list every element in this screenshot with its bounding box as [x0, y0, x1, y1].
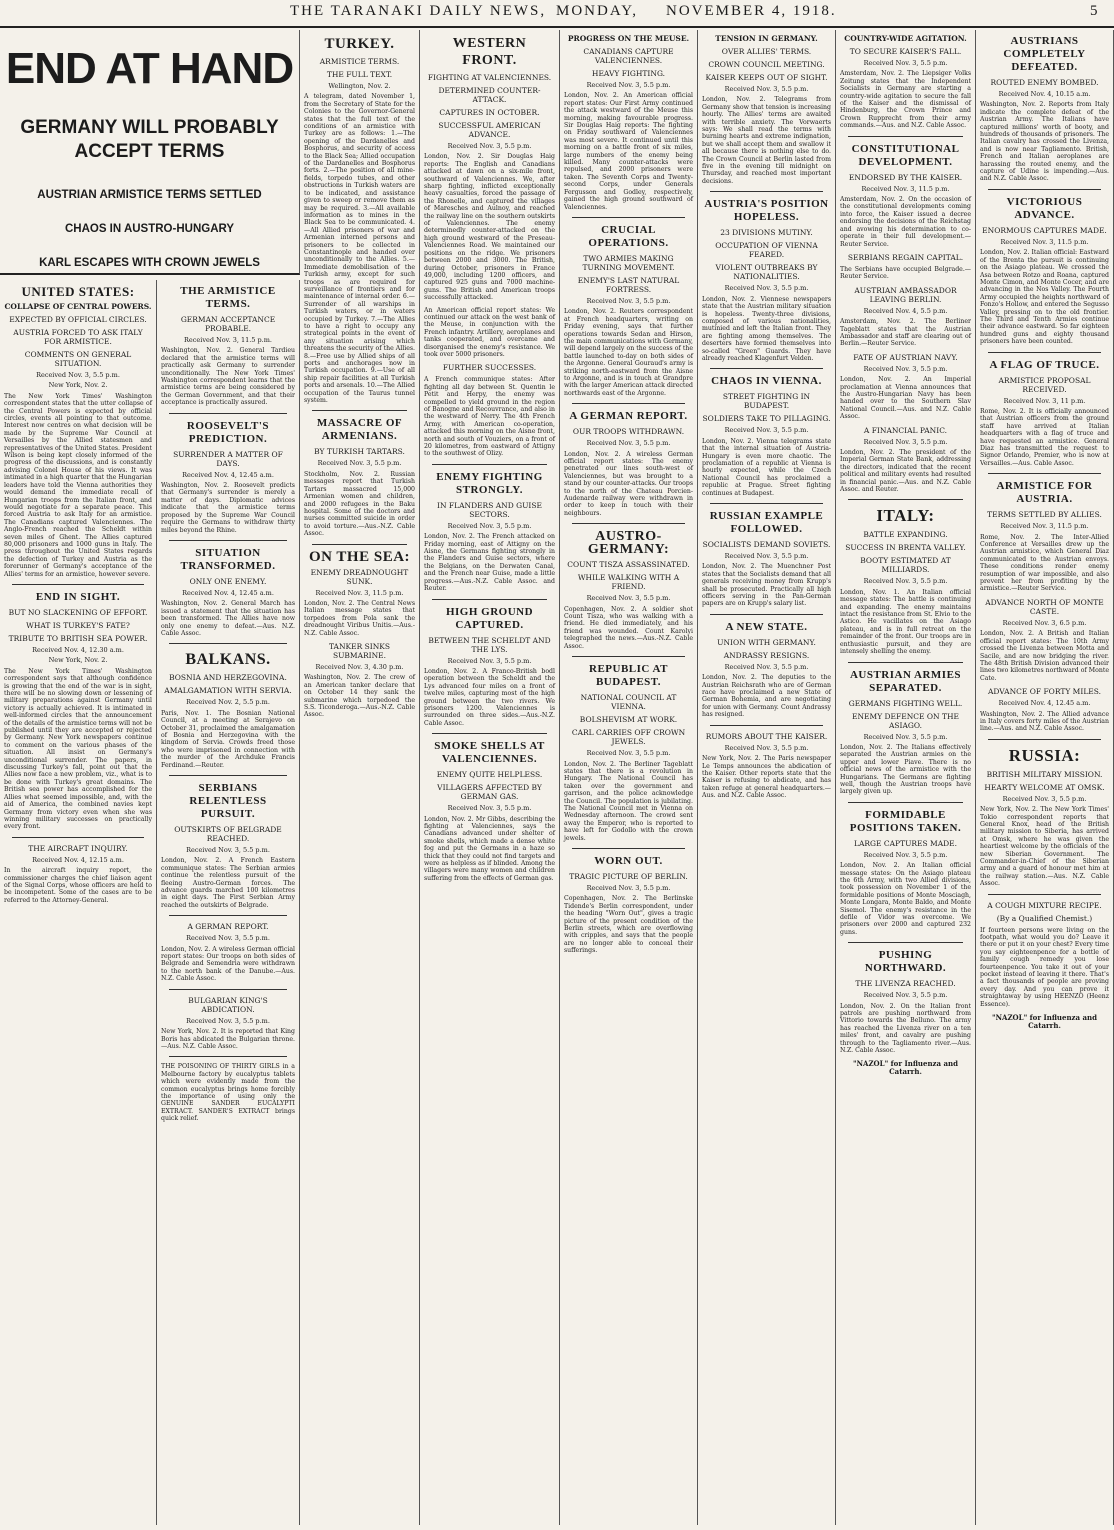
- dateline: Received Nov. 3, 5.5 p.m.: [586, 81, 671, 89]
- dateline: Received Nov. 3, 11 p.m.: [1003, 396, 1086, 405]
- subheading: OCCUPATION OF VIENNA FEARED.: [715, 241, 818, 260]
- section-heading: END IN SIGHT.: [35, 590, 121, 603]
- article-body: London, Nov. 1. An Italian official message states: The battle is continuing and expanding. The enemy maintains intact the resistance from St. Elvio to the Astico. He vacillates on the Asiago plateau, and is in full retreat on the remainder of the front. Our troops are in enthusiastic pursuit, and they are intensely shelling the enemy.: [840, 588, 971, 656]
- subheading: TANKER SINKS SUBMARINE.: [328, 641, 391, 660]
- subheading: IN FLANDERS AND GUISE SECTORS.: [437, 500, 542, 519]
- subheading: FATE OF AUSTRIAN NAVY.: [853, 352, 958, 362]
- section-heading: TENSION IN GERMANY.: [715, 34, 818, 43]
- article-body: London, Nov. 2. The Italians effectively separated the Austrian armies on the upper and lower Piave. There is no official news of the armistice with the Hungarians. The Germans are fighting well, though the Austrian troops have largely given up.: [840, 743, 971, 796]
- section-heading: VICTORIOUS ADVANCE.: [1006, 195, 1083, 221]
- dateline: Received Nov. 3, 5.5 p.m.: [586, 296, 671, 305]
- section-heading: SERBIANS RELENTLESS PURSUIT.: [189, 782, 267, 820]
- section-heading: ENEMY FIGHTING STRONGLY.: [436, 470, 543, 496]
- subheading: WHAT IS TURKEY'S FATE?: [26, 620, 130, 630]
- subheading: FIGHTING AT VALENCIENNES.: [427, 73, 552, 82]
- dateline: Received Nov. 3, 5.5 p.m.: [586, 439, 671, 448]
- subheading: THE AIRCRAFT INQUIRY.: [28, 843, 128, 853]
- section-heading: A FLAG OF TRUCE.: [989, 358, 1100, 371]
- subheading: 23 DIVISIONS MUTINY.: [720, 228, 813, 238]
- section-heading: RUSSIA:: [1008, 745, 1081, 765]
- byline: (By a Qualified Chemist.): [996, 913, 1093, 923]
- dateline: Received Nov. 3, 5.5 p.m.: [863, 437, 948, 446]
- section-heading: A GERMAN REPORT.: [569, 410, 688, 423]
- dateline: Received Nov. 3, 5.5 p.m.: [317, 459, 402, 468]
- article-body: London, Nov. 2. An Imperial proclamation at Vienna announces that the Austro-Hungarian Navy has been handed over to the Southern Slav National Council.—Aus. and N.Z. Cable Assoc.: [840, 376, 971, 421]
- article-body: New York, Nov. 2. The Paris newspaper Le Temps announces the abdication of the Kaiser. Other reports state that the Kaiser is refusing to abdicate, and has taken refuge at general headquarters.—Aus. and N.Z. Cable Assoc.: [702, 755, 831, 800]
- subheading: ENEMY QUITE HELPLESS.: [436, 770, 543, 780]
- subheading: GERMANS FIGHTING WELL.: [848, 698, 963, 708]
- dateline: Received Nov. 3, 5.5 p.m.: [586, 749, 671, 758]
- subheading: VIOLENT OUTBREAKS BY NATIONALITIES.: [715, 263, 818, 282]
- subheading: ADVANCE OF FORTY MILES.: [987, 687, 1102, 697]
- section-heading: RUSSIAN EXAMPLE FOLLOWED.: [709, 510, 824, 535]
- subheading: OVER ALLIES' TERMS.: [721, 47, 812, 56]
- subheading: ENDORSED BY THE KAISER.: [848, 172, 963, 182]
- section-heading: ARMISTICE FOR AUSTRIA.: [996, 480, 1093, 506]
- subheading: TRIBUTE TO BRITISH SEA POWER.: [8, 633, 148, 643]
- subheading: CARL CARRIES OFF CROWN JEWELS.: [571, 728, 686, 747]
- subheading: LARGE CAPTURES MADE.: [853, 838, 958, 848]
- dateline: Received Nov. 3, 5.5 p.m.: [586, 594, 671, 603]
- article-body: Washington, Nov. 2. Roosevelt predicts that Germany's surrender is merely a matter of days. Diplomatic advices indicate that the armistice terms proposed by the Supreme War Council require the Germans to withdraw thirty miles beyond the Rhine.: [161, 482, 295, 534]
- subheading: BOLSHEVISM AT WORK.: [579, 715, 678, 725]
- subheading: ENORMOUS CAPTURES MADE.: [982, 225, 1107, 235]
- subheading: HEAVY FIGHTING.: [591, 69, 666, 78]
- dateline: Received Nov. 3, 5.5 p.m.: [724, 284, 809, 293]
- subheading: NATIONAL COUNCIL AT VIENNA.: [580, 693, 677, 712]
- article-body: Amsterdam, Nov. 2. The Berliner Tageblatt states that the Austrian Ambassador and staff are clearing out of Berlin.—Reuter Service.: [840, 318, 971, 348]
- subheading: FURTHER SUCCESSES.: [442, 363, 537, 373]
- subheading: KAISER KEEPS OUT OF SIGHT.: [705, 73, 828, 82]
- subheading: AUSTRIA FORCED TO ASK ITALY FOR ARMISTICE.: [13, 328, 143, 346]
- subheading: BUT NO SLACKENING OF EFFORT.: [8, 607, 148, 617]
- dateline: New York, Nov. 2.: [48, 381, 108, 390]
- article-body: London, Nov. 2. A wireless German official report states: The enemy penetrated our lines south-west of Valenciennes, but was brought to a stand by our counter-attacks. Our troops to the north of the Chateau Porcien-Audenarde railway were withdrawn in order to keep in touch with their neighbours.: [564, 450, 693, 517]
- article-body: A French communique states: After fighting all day between St. Quentin le Petit and Herpy, the enemy was compelled to yield ground in the region of Banogne and Recouvrance, and also in the westward of Nerry. The 4th French Army, with American co-operation, attacked this morning on the Aisne front, north and south of Vouziers, on a front of 20 kilometres, from eastward of Attigny to the southwest of Olizy.: [424, 376, 555, 458]
- column-austria-russia: [976, 30, 1114, 1525]
- subheading: EXPECTED BY OFFICIAL CIRCLES.: [9, 315, 147, 324]
- article-body: New York, Nov. 2. The New York Times' Tokio correspondent reports that General Knox, head of the British military mission to Siberia, has arrived at Omsk, where he was given the heartiest welcome by the officials of the new Siberian Government. The Commander-in-Chief of the Siberian army and a guard of honour met him at the railway station.—Aus. N.Z. Cable Assoc.: [980, 806, 1109, 888]
- subheading: AUSTRIAN AMBASSADOR LEAVING BERLIN.: [854, 285, 957, 304]
- article-body: London, Nov. 2. Vienna telegrams state that the internal situation of Austria-Hungary is even more chaotic. The proclamation of a republic at Vienna is hourly expected, while the Czech National Council has proclaimed a republic at Prague. Street fighting continues at Budapest.: [702, 437, 831, 497]
- dateline: Received Nov. 3, 6.5 p.m.: [1002, 618, 1087, 627]
- subheading: STREET FIGHTING IN BUDAPEST.: [722, 392, 811, 411]
- subheading: A FINANCIAL PANIC.: [863, 425, 948, 435]
- section-heading: BALKANS.: [185, 651, 271, 669]
- article-body: London, Nov. 2. An Italian official message states: On the Asiago plateau the 6th Army, with two Allied divisions, took possession on November 1 of the formidable positions of Monte Mosciagh, Monte Longara, Monte Baldo, and Monte Sisemol. The enemy's resistance in the defile of Vidor was overcome. We prisoners over 2000 and captured 232 guns.: [840, 862, 971, 936]
- article-body: Amsterdam, Nov. 2. The Liepsiger Volks Zeitung states that the Independent Socialists in Germany are starting a country-wide agitation to secure the fall of the Kaiser and the dismissal of Hindenburg, the Crown Prince and Crown Rupprecht from their army commands.—Aus. and N.Z. Cable Assoc.: [840, 70, 971, 130]
- dateline: Received Nov. 3, 5.5 p.m.: [1002, 794, 1087, 803]
- subheading: HEARTY WELCOME AT OMSK.: [984, 782, 1105, 792]
- section-heading: A NEW STATE.: [725, 620, 808, 633]
- section-heading: AUSTRIAN ARMIES SEPARATED.: [849, 668, 962, 694]
- dateline: Received Nov. 3, 5.5 p.m.: [447, 656, 532, 665]
- article-body: The Serbians have occupied Belgrade.—Reuter Service.: [840, 265, 971, 281]
- article-body: London, Nov. 2. The deputies to the Austrian Reichsrath who are of German race have proclaimed a new State of German Bohemia, and are negotiating for union with Germany. Count Andrassy has resigned.: [702, 674, 831, 719]
- section-heading: HIGH GROUND CAPTURED.: [445, 605, 534, 631]
- article-body: Rome, Nov. 2. The Inter-Allied Conference at Versailles drew up the Austrian armistice, which General Diaz communicated to the Austrian envoys. These conditions render enemy resumption of war impossible, and also prevent her from profiting by the armistice.—Reuter Service.: [980, 533, 1109, 593]
- subheading: BOOTY ESTIMATED AT MILLIARDS.: [860, 556, 951, 575]
- subheading: SOCIALISTS DEMAND SOVIETS.: [702, 540, 831, 549]
- section-heading: UNITED STATES:: [21, 284, 135, 299]
- article-body: Washington, Nov. 2. The crew of an American tanker declare that on October 14 they sank the submarine which torpedoed the S.S. Ticonderoga.—Aus.-N.Z. Cable Assoc.: [304, 674, 415, 719]
- advertisement: "NAZOL" for Influenza and Catarrh.: [852, 1059, 959, 1076]
- subheading: OUR TROOPS WITHDRAWN.: [572, 427, 685, 437]
- section-heading: ITALY:: [876, 506, 935, 526]
- headline-deck-4: KARL ESCAPES WITH CROWN JEWELS: [39, 257, 260, 269]
- article-body: Rome, Nov. 2. It is officially announced that Austrian officers from the ground staff have arrived at Italian headquarters with a flag of truce and have requested an armistice. General Diaz has transmitted the request to Signor Orlando, Premier, who is now at Versailles.—Aus. Cable Assoc.: [980, 407, 1109, 467]
- headline-deck-3: CHAOS IN AUSTRO-HUNGARY: [64, 223, 235, 235]
- lead-story-headlines: [0, 30, 300, 275]
- dateline: Received Nov. 4, 5.5 p.m.: [863, 306, 948, 315]
- subheading: BULGARIAN KING'S ABDICATION.: [188, 995, 268, 1014]
- dateline: Received Nov. 3, 4.30 p.m.: [315, 662, 404, 671]
- section-heading: MASSACRE OF ARMENIANS.: [316, 417, 403, 443]
- dateline: Received Nov. 3, 5.5 p.m.: [863, 59, 948, 67]
- section-heading: SMOKE SHELLS AT VALENCIENNES.: [434, 740, 545, 766]
- dateline: Received Nov. 3, 11.5 p.m.: [861, 184, 950, 193]
- section-heading: AUSTRO-GERMANY:: [587, 529, 670, 558]
- advertisement: THE POISONING OF THIRTY GIRLS in a Melbourne factory by eucalyptus tablets which were evidently made from the common eucalyptus brings home forcibly the importance of using only the GENUINE SANDER EUCALYPTI EXTRACT. SANDER'S EXTRACT brings quick relief.: [161, 1063, 295, 1123]
- subheading: ENEMY DEFENCE ON THE ASIAGO.: [852, 711, 959, 730]
- column-western-front: [420, 30, 560, 1525]
- dateline: Wellington, Nov. 2.: [328, 82, 391, 90]
- dateline: Received Nov. 3, 5.5 p.m.: [186, 846, 270, 854]
- article-body: London, Nov. 2. The French attacked on Friday morning, east of Attigny on the Aisne, the Germans fighting strongly in the Flanders and Guise sectors, where the Belgians, on the Derwaten Canal, and the French near Guise, made a little progress.—Aus.-N.Z. Cable Assoc. and Reuter.: [424, 533, 555, 593]
- article-body: London, Nov. 2. A wireless German official report states: Our troops on both sides of Belgrade and Semendria were withdrawn to the north bank of the Danube.—Aus. N.Z. Cable Assoc.: [161, 945, 295, 983]
- dateline: Received Nov. 3, 5.5 p.m.: [186, 934, 270, 943]
- subheading: A GERMAN REPORT.: [187, 922, 269, 932]
- subheading: CROWN COUNCIL MEETING.: [708, 60, 825, 69]
- article-body: Copenhagen, Nov. 2. The Berlinske Tidende's Berlin correspondent, under the heading "Worn Out", gives a tragic picture of the present condition of the Berlin streets, which are overflowing with cripples, and says that the people are no longer able to conceal their sufferings.: [564, 895, 693, 955]
- subheading: SURRENDER A MATTER OF DAYS.: [173, 449, 283, 468]
- article-body: London, Nov. 2. Telegrams from Germany show that tension is increasing hourly. The Allies' terms are awaited with terrible anxiety. The Vorwaerts says: We shall read the terms with burning hearts and extreme indignation, but we shall accept them and swallow it all because there is nothing else to do. The Crown Council at Berlin lasted from five in the evening till midnight on Thursday, and reached most important decisions.: [702, 96, 831, 185]
- subheading: CANADIANS CAPTURE VALENCIENNES.: [583, 47, 674, 65]
- section-heading: AUSTRIA'S POSITION HOPELESS.: [704, 198, 829, 224]
- subheading: OUTSKIRTS OF BELGRADE REACHED.: [174, 825, 282, 843]
- subheading: BY TURKISH TARTARS.: [314, 447, 405, 457]
- dateline: Received Nov. 3, 5.5 p.m.: [724, 426, 809, 435]
- article-body: Washington, Nov. 2. Reports from Italy indicate the complete defeat of the Austrian Army. The Italians have captured millions' worth of booty, and hundreds of thousands of prisoners. The Italian cavalry has crossed the Livenza, and is now near Tagliamento. British, French and Italian aeroplanes are harassing the routed enemy, and the capture of Udine is impending.—Aus. and N.Z. Cable Assoc.: [980, 101, 1109, 183]
- section-heading: TURKEY.: [324, 36, 395, 52]
- dateline: Received Nov. 3, 5.5 p.m.: [863, 577, 948, 586]
- article-body: Washington, Nov. 2. General March has issued a statement that the situation has been transformed. The Allies have now only one enemy to defeat.—Aus. N.Z. Cable Assoc.: [161, 600, 295, 637]
- dateline: Received Nov. 3, 11.5 p.m.: [1000, 522, 1089, 531]
- dateline: Received Nov. 3, 5.5 p.m.: [724, 552, 809, 560]
- section-heading: PUSHING NORTHWARD.: [864, 949, 947, 975]
- section-heading: CRUCIAL OPERATIONS.: [588, 223, 669, 249]
- dateline: Received Nov. 3, 11.5 p.m.: [1000, 237, 1089, 246]
- subheading: ADVANCE NORTH OF MONTE CASTE.: [985, 597, 1104, 616]
- article-body: In the aircraft inquiry report, the commissioner charges the chief liaison agent of the Signal Corps, whose officers are held to be incompetent. Some of the cases are to be referred to the Attorney-General.: [4, 867, 152, 904]
- article-body: An American official report states: We continued our attack on the west bank of the Meuse, in conjunction with the French infantry. Artillery, aeroplanes and tanks cooperated, and overcame and disorganised the enemy's resistance. We took over 5000 prisoners.: [424, 306, 555, 358]
- advertisement: "NAZOL" for Influenza and Catarrh.: [991, 1013, 1098, 1030]
- subheading: THE FULL TEXT.: [326, 70, 393, 79]
- column-united-states: [0, 280, 157, 1525]
- subheading: SOLDIERS TAKE TO PILLAGING.: [702, 414, 831, 424]
- section-heading: PROGRESS ON THE MEUSE.: [567, 34, 690, 43]
- article-body: London, Nov. 2. The Central News Italian message states that torpedoes from Pola sank the dreadnought Viribus Unitis.—Aus.-N.Z. Cable Assoc.: [304, 599, 415, 637]
- dateline: Received Nov. 3, 5.5 p.m.: [863, 364, 948, 373]
- article-body: London, Nov. 2. Sir Douglas Haig reports: The English and Canadians attacked at dawn on a six-mile front, southward of Valenciennes. We, after sharp fighting, inflicted exceptionally heavy casualties, forced the passage of the Rhonelle, and captured the villages of Maresches and Aulnoy, and reached the railway line on the southern outskirts of Valenciennes. The enemy determinedly counter-attacked on the high ground westward of the Preseau-Valenciennes Road. We maintained our positions on the ridge. We prisoners between 2000 and 3000. The British, during October, prisoners in France 49,000, including 1200 officers, and captured 925 guns and 7000 machine-guns. The British and American troops successfully attacked.: [424, 153, 555, 302]
- subheading: DETERMINED COUNTER-ATTACK.: [438, 86, 541, 104]
- section-heading: REPUBLIC AT BUDAPEST.: [589, 663, 668, 689]
- dateline: Received Nov. 4, 12.45 a.m.: [182, 470, 274, 479]
- dateline: Received Nov. 3, 5.5 p.m.: [724, 662, 809, 671]
- subheading: TERMS SETTLED BY ALLIES.: [987, 510, 1102, 520]
- section-heading: SITUATION TRANSFORMED.: [180, 546, 276, 572]
- article-body: London, Nov. 2. The president of the Imperial German State Bank, addressing the directors, indicated that the recent political and military events had resulted in financial panic.—Aus. and N.Z. Cable Assoc. and Reuter.: [840, 449, 971, 494]
- article-body: New York, Nov. 2. It is reported that King Boris has abdicated the Bulgarian throne.—Aus. N.Z. Cable Assoc.: [161, 1028, 295, 1050]
- subheading: BRITISH MILITARY MISSION.: [986, 769, 1103, 779]
- section-heading: ROOSEVELT'S PREDICTION.: [186, 419, 270, 445]
- subheading: COLLAPSE OF CENTRAL POWERS.: [4, 302, 152, 311]
- subheading: THE LIVENZA REACHED.: [855, 979, 956, 989]
- column-armistice-terms: [157, 280, 300, 1525]
- article-body: A telegram, dated November 1, from the Secretary of State for the Colonies to the Governor-General states that the full text of the conditions of an armistice with Turkey are as follows: 1.—The opening of the Dardanelles and Bosphorus, and security of access to the Black Sea; Allied occupation of the Dardanelles and Bosphorus forts. 2.—The position of all mine-fields, torpedo tubes, and other obstructions in Turkish waters are to be indicated, and assistance given to sweep or remove them as may be required. 3.—All available information as to mines in the Black Sea to be communicated. 4.—All Allied prisoners of war and Armenian interned persons and prisoners to be collected in Constantinople and handed over unconditionally to the Allies. 5.—Immediate demobilisation of the Turkish army, except for such troops as are required for surveillance of frontiers and for maintenance of internal order. 6.—Surrender of all warships in Turkish waters, or in waters occupied by Turkey. 7.—The Allies to have a right to occupy any strategical points in the event of any situation arising which threatens the security of the Allies. 8.—Free use by Allied ships of all ports and anchorages now in Turkish occupation. 9.—Use of all ship repair facilities at all Turkish ports and arsenals. 10.—The Allied occupation of the Taurus tunnel system.: [304, 93, 415, 405]
- section-heading: CONSTITUTIONAL DEVELOPMENT.: [851, 142, 960, 168]
- dateline: Received Nov. 3, 5.5 p.m.: [863, 850, 948, 859]
- masthead-page-number: 5: [1090, 3, 1100, 19]
- subheading: GERMAN ACCEPTANCE PROBABLE.: [180, 315, 276, 333]
- main-headline: END AT HAND: [5, 44, 294, 93]
- dateline: Received Nov. 3, 5.5 p.m.: [863, 991, 948, 1000]
- dateline: Received Nov. 3, 11.5 p.m.: [184, 336, 272, 344]
- masthead-paper-name: THE TARANAKI DAILY NEWS,: [290, 3, 547, 19]
- subheading: ANDRASSY RESIGNS.: [723, 650, 810, 660]
- dateline: Received Nov. 3, 5.5 p.m.: [447, 521, 532, 530]
- article-body: London, Nov. 2. Viennese newspapers state that the Austrian military situation is hopeless. Twenty-three divisions, composed of various nationalities, mutinied and left the Italian front. They are fighting among themselves. The deserters have formed themselves into so-called "Green" Guards. They have already reached Klagenfurt Velden.: [702, 295, 831, 362]
- section-heading: COUNTRY-WIDE AGITATION.: [844, 34, 967, 43]
- section-heading: ON THE SEA:: [308, 548, 411, 565]
- column-turkey: [300, 30, 420, 1525]
- article-body: London, Nov. 2. Italian official: Eastward of the Brenta the pursuit is continuing on the Asiago plateau. We crossed the Asa between Rotzo and Roana, captured Monte Cimon, and Monte Cocer, and are advancing in the Nos Valley. The Fourth Army occupied the heights northward of Fonzo's Hollow, and entered the Segusso Valley, pressing on to the old frontier. The Third and Tenth Armies continue their advance eastward. So far eighteen hundred guns and eighty thousand prisoners have been counted.: [980, 249, 1109, 346]
- headline-deck-1: GERMANY WILL PROBABLY ACCEPT TERMS: [20, 117, 279, 162]
- dateline: Received Nov. 3, 5.5 p.m.: [724, 85, 809, 93]
- subheading: ARMISTICE TERMS.: [319, 57, 400, 66]
- column-germany: [698, 30, 836, 1525]
- subheading: COUNT TISZA ASSASSINATED.: [567, 560, 690, 570]
- article-body: London, Nov. 2. Mr Gibbs, describing the fighting at Valenciennes, says the Canadians advanced under shelter of smoke shells, which made a dense white fog and put the Germans in a haze so thick that they could not find targets and were as helpless as if blinded. Among the villagers were many women and children suffering from the effects of German gas.: [424, 815, 555, 882]
- subheading: ROUTED ENEMY BOMBED.: [990, 78, 1099, 87]
- section-heading: FORMIDABLE POSITIONS TAKEN.: [849, 808, 962, 834]
- subheading: SERBIANS REGAIN CAPITAL.: [847, 252, 964, 262]
- dateline: Received Nov. 2, 5.5 p.m.: [186, 698, 270, 707]
- dateline: Received Nov. 4, 12.45 a.m.: [998, 699, 1091, 708]
- article-body: Washington, Nov. 2. The Allied advance in Italy covers forty miles of the Austrian line.—Aus. and N.Z. Cable Assoc.: [980, 710, 1109, 733]
- article-body: London, Nov. 2. An American official report states: Our First Army continued the attack westward of the Meuse this morning, making favourable progress. Sir Douglas Haig reports: The fighting on Friday southward of Valenciennes was most severe. It continued until this morning on a battle front of six miles, large numbers of the enemy being killed. Many counter-attacks were repulsed, and 2000 prisoners were taken. The Seventh Corps and Twenty-second Corps, under Generals Fergusson and Godley, respectively, gained the high ground southward of Valenciennes.: [564, 92, 693, 211]
- dateline: Received Nov. 4, 12.15 a.m.: [32, 855, 124, 864]
- article-body: Washington, Nov. 2. General Tardieu declared that the armistice terms will practically ask Germany to surrender unconditionally. The New York Times' Washington correspondent learns that the armistice terms are being considered by the German Government, and that their acceptance is practically assured.: [161, 347, 295, 407]
- subheading: SUCCESSFUL AMERICAN ADVANCE.: [438, 121, 541, 139]
- dateline: Received Nov. 3, 11.5 p.m.: [315, 588, 404, 597]
- section-heading: WESTERN FRONT.: [452, 36, 527, 68]
- article-body: London, Nov. 2. A British and Italian official report states: The 10th Army crossed the Livenza between Motta and Sacile, and are now bridging the river. The 48th British Division advanced their lines two kilometres northward of Monte Cate.: [980, 630, 1109, 682]
- section-heading: CHAOS IN VIENNA.: [711, 375, 822, 388]
- dateline: Received Nov. 3, 5.5 p.m.: [36, 371, 120, 379]
- subheading: ARMISTICE PROPOSAL RECEIVED.: [998, 375, 1091, 394]
- subheading: BETWEEN THE SCHELDT AND THE LYS.: [428, 635, 551, 654]
- subheading: WHILE WALKING WITH A FRIEND.: [577, 573, 680, 592]
- article-body: Paris, Nov. 1. The Bosnian National Council, at a meeting at Serajevo on October 31, proclaimed the amalgamation of Bosnia and Herzegovina with the kingdom of Servia. Crowds freed those who were imprisoned in connection with the murder of the Archduke Francis Ferdinand.—Reuter.: [161, 709, 295, 769]
- subheading: BOSNIA AND HERZEGOVINA.: [169, 673, 287, 683]
- advertisement-body: If fourteen persons were living on the footpath, what would you do? Leave it there or put it on your chest? Every time you say eighteenpence for a bottle of family cough remedy you lose fourteenpence. You take it out of your pocket instead of leaving it there. That's a fact thousands of people are proving every day. And you can prove it straightaway by using HEENZO (Heenz Essence).: [980, 926, 1109, 1008]
- article-body: London, Nov. 2. The Berliner Tageblatt states that there is a revolution in Hungary. The National Council has taken over the government and garrison, and the police acknowledge the Council. The population is jubilating. The National Council met in Vienna on Wednesday afternoon. The crowd sent away the Emperor, who is reported to have left for Godollo with the crown jewels.: [564, 760, 693, 842]
- dateline: Received Nov. 4, 12.45 a.m.: [182, 588, 274, 597]
- section-heading: AUSTRIANS COMPLETELY DEFEATED.: [1003, 35, 1086, 73]
- dateline: Received Nov. 4, 10.15 a.m.: [998, 90, 1091, 98]
- article-body: London, Nov. 2. Reuters correspondent at French headquarters, writing on Friday evening, says that further operations towards Sedan and Hirson, the main communications with Germany, will depend largely on the success of the battle launched to-day on both sides of the Argonne. General Gouraud's army is striking north-eastward from the Aisne to Argonne, and is in touch at Grandpre with the larger American attack directed northwards east of the Argonne.: [564, 308, 693, 397]
- dateline: Received Nov. 4, 12.30 a.m.: [32, 645, 124, 654]
- subheading: CAPTURES IN OCTOBER.: [439, 108, 540, 117]
- article-body: The New York Times' Washington correspondent states that the utter collapse of the Central Powers is expected by official circles, events all pointing to that outcome. Interest now centres on what decision will be made by the Supreme War Council at Versailles by the Allied statesmen and representatives of the United States. President Wilson is being kept closely informed of the progress of the discussions, and is constantly advising Colonel House of his views. It was intimated in a high quarter that the Hungarian leaders have told the Vienna authorities they would demand the immediate recall of Hungarian troops from the Italian front, and would negotiate for a separate peace. This forced Austria to ask Italy for an armistice. The Canadians captured Valenciennes. The Anglo-French reached the Scheldt within seven miles of Ghent. The Allies captured 80,000 prisoners and 1000 guns in Italy. The press throughout the United States regards the defection of Turkey and Austria as the forerunner of Germany's acceptance of the Allies' terms for an armistice, however severe.: [4, 392, 153, 578]
- masthead-date: NOVEMBER 4, 1918.: [666, 3, 837, 19]
- dateline: Received Nov. 3, 5.5 p.m.: [186, 1016, 270, 1025]
- subheading: TWO ARMIES MAKING TURNING MOVEMENT.: [582, 253, 675, 272]
- article-body: Copenhagen, Nov. 2. A soldier shot Count Tisza, who was walking with a friend. He died immediately, and his friend was wounded. Count Karolyi telegraphed the news.—Aus.-N.Z. Cable Assoc.: [564, 605, 693, 650]
- dateline: Received Nov. 3, 5.5 p.m.: [447, 142, 532, 150]
- subheading: BATTLE EXPANDING.: [863, 530, 948, 540]
- subheading: VILLAGERS AFFECTED BY GERMAN GAS.: [437, 783, 542, 802]
- subheading: AMALGAMATION WITH SERVIA.: [164, 686, 292, 696]
- subheading: SUCCESS IN BRENTA VALLEY.: [845, 543, 966, 553]
- article-body: London, Nov. 2. On the Italian front patrols are pushing northward from Vittorio towards the Belluno. The army has reached the Livenza river on a ten miles' front, and cavalry are pushing through to the Tagliamento river.—Aus. N.Z. Cable Assoc.: [840, 1002, 971, 1055]
- section-heading: WORN OUT.: [594, 854, 663, 867]
- article-body: London, Nov. 2. A Franco-British bodl operation between the Scheldt and the Lys advanced four miles on a front of twelve miles, capturing most of the high ground between the two rivers. We prisoners 1200. Valenciennes is surrounded on three sides.—Aus.-N.Z. Cable Assoc.: [424, 667, 555, 727]
- subheading: RUMORS ABOUT THE KAISER.: [705, 731, 828, 741]
- article-body: London, Nov. 2. The Muenchner Post states that the Socialists demand that all generals receiving money from Krupp's shall be prosecuted. Practically all high officers serving in the Pan-German papers are on Krupp's salary list.: [702, 563, 831, 608]
- column-italy: [836, 30, 976, 1525]
- article-body: Stockholm, Nov. 2. Russian messages report that Turkish Tartars massacred 15,000 Armenian women and children, and 2000 refugees in the Baku hospital. Some of the doctors and nurses committed suicide in order to avoid torture.—Aus.-N.Z. Cable Assoc.: [304, 470, 415, 538]
- subheading: A COUGH MIXTURE RECIPE.: [987, 900, 1102, 910]
- article-body: Amsterdam, Nov. 2. On the occasion of the constitutional developments coming into force, the Kaiser issued a decree endorsing the decisions of the Reichstag and avowing his determination to co-operate in their full development.—Reuter Service.: [840, 196, 971, 248]
- dateline: New York, Nov. 2.: [48, 656, 108, 665]
- subheading: TRAGIC PICTURE OF BERLIN.: [569, 871, 688, 881]
- article-body: The New York Times' Washington correspondent says that although confidence is growing that the end of the war is in sight, there will be no slowing down or lessening of military preparations against Germany until victory is actually achieved. It is intimated in well-informed circles that the announcement of the details of the armistice terms will not be published until they are accepted or rejected by Germany. New York newspapers continue to comment on the various phases of the situation. All insist on Germany's unconditional surrender. The papers, in discussing Turkey's fall, point out that the Allies now face a new problem, viz., what is to be done with Turkey's great domains. The British sea power has accomplished for the Allies what seemed impossible, and, with the aid of America, the combined navies kept Germany from victory even when she was winning military successes on practically every front.: [4, 667, 152, 831]
- subheading: ENEMY'S LAST NATURAL FORTRESS.: [577, 275, 680, 294]
- article-body: London, Nov. 2. A French Eastern communique states: The Serbian armies continue the relentless pursuit of the fleeing Austro-German forces. The advance guards marched 100 kilometres in eight days. The First Serbian Army reached the outskirts of Belgrade.: [161, 857, 295, 909]
- subheading: ONLY ONE ENEMY.: [189, 576, 267, 586]
- dateline: Received Nov. 3, 5.5 p.m.: [863, 732, 948, 741]
- dateline: Received Nov. 3, 5.5 p.m.: [724, 743, 809, 752]
- masthead-day: MONDAY,: [556, 3, 638, 19]
- headline-deck-2: AUSTRIAN ARMISTICE TERMS SETTLED: [37, 189, 262, 201]
- subheading: UNION WITH GERMANY.: [717, 637, 816, 647]
- section-heading: THE ARMISTICE TERMS.: [180, 285, 276, 310]
- dateline: Received Nov. 3, 5.5 p.m.: [447, 804, 532, 813]
- subheading: ENEMY DREADNOUGHT SUNK.: [310, 567, 409, 586]
- dateline: Received Nov. 3, 5.5 p.m.: [586, 883, 671, 892]
- subheading: TO SECURE KAISER'S FALL.: [849, 47, 962, 56]
- subheading: COMMENTS ON GENERAL SITUATION.: [24, 350, 132, 368]
- masthead: [0, 0, 1114, 28]
- column-meuse: [560, 30, 698, 1525]
